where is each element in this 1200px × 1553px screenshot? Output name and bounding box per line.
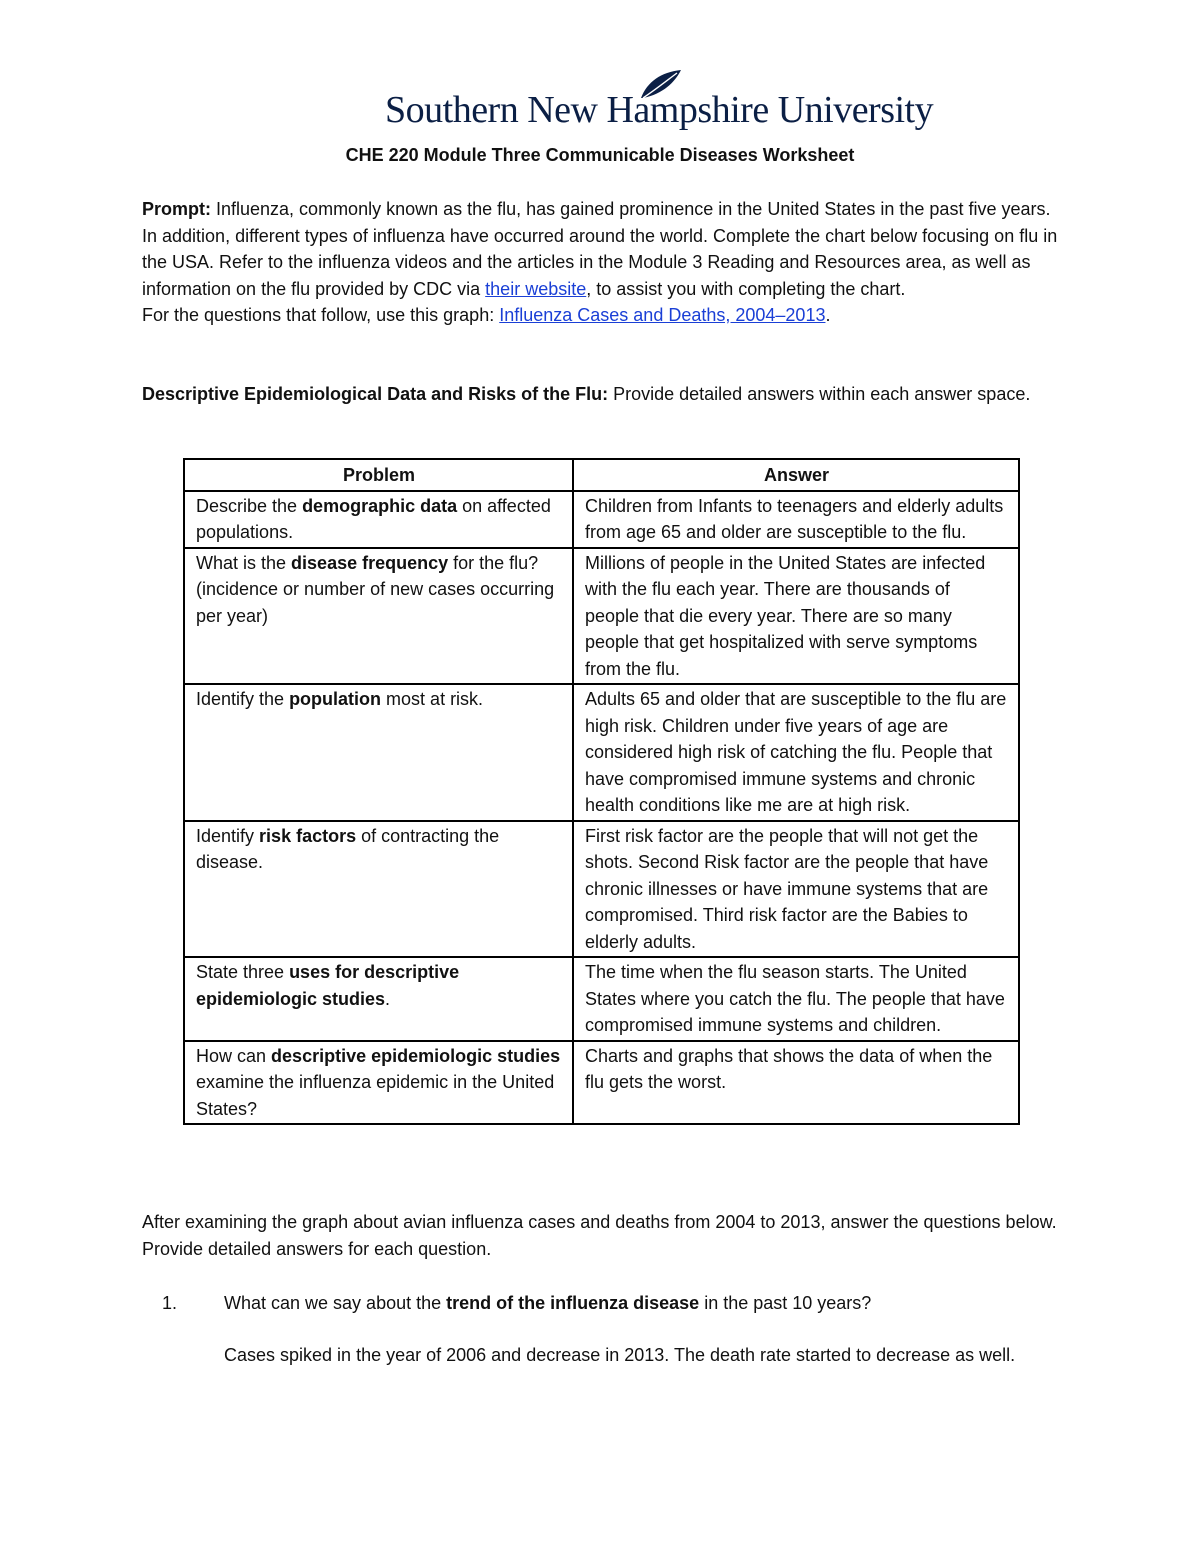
question-1-answer: Cases spiked in the year of 2006 and decrease in 2013. The death rate started to decrease as well. xyxy=(224,1345,1016,1365)
answer-cell: Adults 65 and older that are susceptible to the flu are high risk. Children under five years of age are considered high risk of catching the flu. People that have compromised immune systems and chronic health conditions like me are at high risk. xyxy=(573,684,1019,821)
cdc-website-link[interactable]: their website xyxy=(485,278,587,299)
problem-cell: Identify risk factors of contracting the disease. xyxy=(184,821,573,958)
table-row xyxy=(184,957,1019,1041)
graph-questions-intro: After examining the graph about avian influenza cases and deaths from 2004 to 2013, answer the questions below. Provide detailed answers for each question. xyxy=(142,1212,1057,1259)
descriptive-instructions xyxy=(142,381,1062,408)
descriptive-label: Descriptive Epidemiological Data and Risks of the Flu: xyxy=(142,384,609,404)
answer-cell: The time when the flu season starts. The United States where you catch the flu. The people that have compromised immune systems and children. xyxy=(573,957,1019,1041)
table-row xyxy=(184,821,1019,958)
prompt-label: Prompt: xyxy=(142,199,211,219)
prompt-text-1: Influenza, commonly known as the flu, has gained prominence in the United States in the past five years. In addition, different types of influenza have occurred around the world. Complete the chart below focusing on flu in the USA. Refer to the influenza videos and the articles in the Module 3 Reading and Resources area, as well as information on the flu provided by CDC via xyxy=(142,199,1058,299)
graph-instruction-text: For the questions that follow, use this graph: xyxy=(142,305,500,325)
header-problem: Problem xyxy=(184,459,573,491)
descriptive-text: Provide detailed answers within each answer space. xyxy=(608,384,1031,404)
table-row xyxy=(184,684,1019,821)
prompt-section xyxy=(142,196,1062,329)
logo-wordmark: Southern New Hampshire University xyxy=(385,89,934,131)
problem-cell: How can descriptive epidemiologic studies examine the influenza epidemic in the United States? xyxy=(184,1041,573,1125)
influenza-graph-link[interactable]: Influenza Cases and Deaths, 2004–2013 xyxy=(499,305,826,325)
prompt-text-2: , to assist you with completing the chart. xyxy=(586,278,906,299)
table-header-row xyxy=(184,459,1019,491)
problem-cell: State three uses for descriptive epidemiologic studies. xyxy=(184,957,573,1041)
answer-cell: Children from Infants to teenagers and elderly adults from age 65 and older are susceptible to the flu. xyxy=(573,491,1019,548)
header-answer: Answer xyxy=(573,459,1019,491)
answer-cell: Millions of people in the United States are infected with the flu each year. There are thousands of people that die every year. There are so many people that get hospitalized with serve symptoms from the flu. xyxy=(573,548,1019,685)
table-row xyxy=(184,548,1019,685)
graph-instruction-end: . xyxy=(825,305,831,325)
university-logo xyxy=(385,68,934,138)
question-number: 1. xyxy=(162,1293,178,1313)
answer-cell: First risk factor are the people that will not get the shots. Second Risk factor are the people that have chronic illnesses or have immune systems that are compromised. Third risk factor are the Babies to elderly adults. xyxy=(573,821,1019,958)
problem-answer-table xyxy=(183,458,1020,1125)
problem-cell: Identify the population most at risk. xyxy=(184,684,573,821)
prompt-paragraph xyxy=(142,196,1062,302)
problem-cell: What is the disease frequency for the flu? (incidence or number of new cases occurring per year) xyxy=(184,548,573,685)
problem-cell: Describe the demographic data on affected populations. xyxy=(184,491,573,548)
table-row xyxy=(184,491,1019,548)
question-text: What can we say about the trend of the influenza disease in the past 10 years? xyxy=(224,1293,872,1313)
table-row xyxy=(184,1041,1019,1125)
leaf-icon xyxy=(637,68,683,102)
page-title: CHE 220 Module Three Communicable Diseases Worksheet xyxy=(345,145,855,165)
graph-instruction xyxy=(142,302,1062,329)
answer-cell: Charts and graphs that shows the data of when the flu gets the worst. xyxy=(573,1041,1019,1125)
